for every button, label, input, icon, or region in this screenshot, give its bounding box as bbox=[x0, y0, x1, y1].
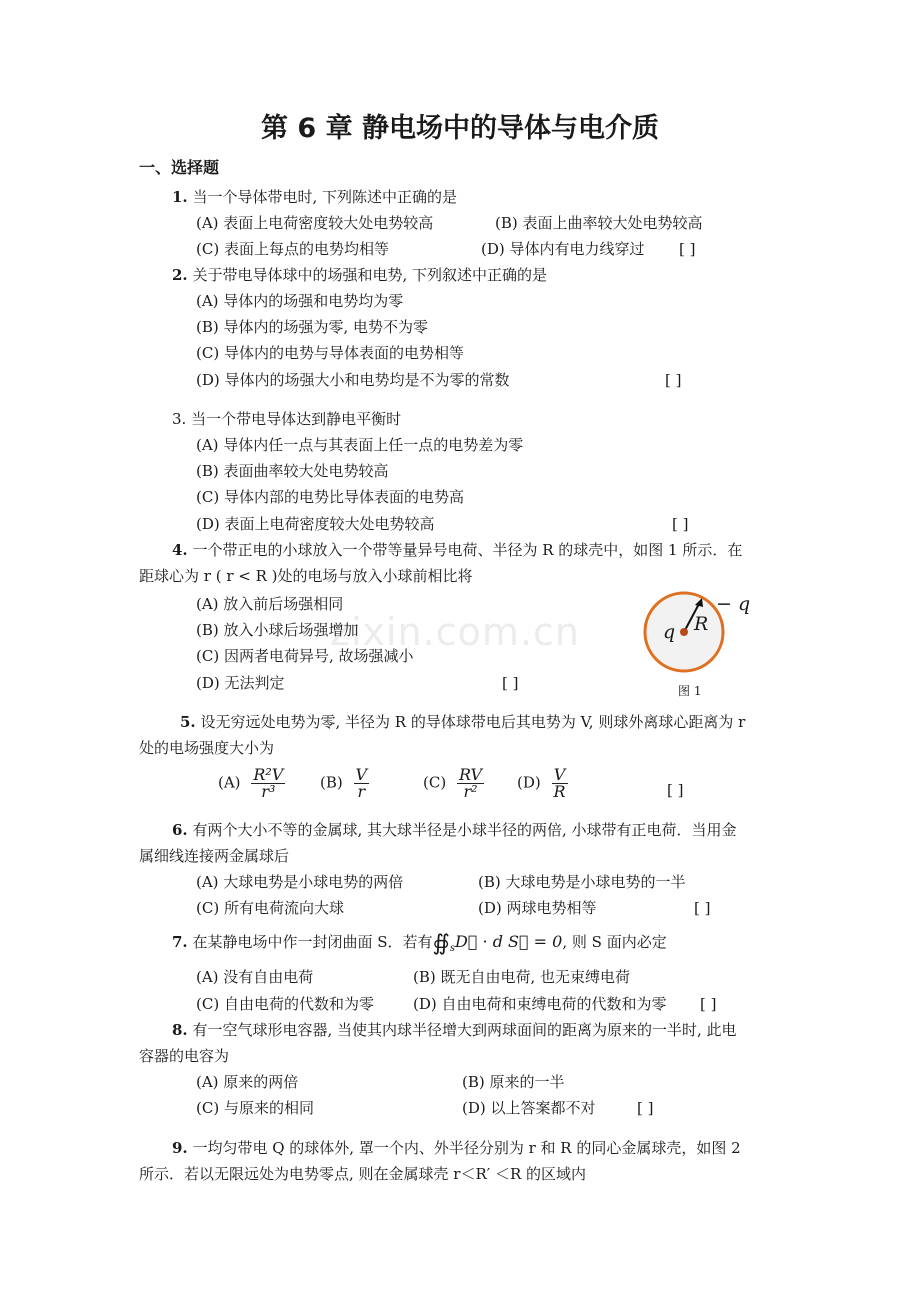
numerator: V bbox=[355, 765, 368, 784]
question-number: 9. bbox=[172, 1139, 188, 1157]
option-label: (A) bbox=[218, 773, 241, 792]
radius-label: R bbox=[694, 613, 709, 635]
option-d[interactable]: (D) 导体内的场强大小和电势均是不为零的常数 bbox=[196, 371, 510, 389]
integral-subscript: s bbox=[449, 943, 455, 954]
option-c[interactable]: (C) 与原来的相同 bbox=[196, 1099, 314, 1117]
option-d[interactable]: (D) 无法判定 bbox=[196, 674, 285, 692]
question-text-cont: 处的电场强度大小为 bbox=[139, 739, 275, 757]
option-b[interactable]: (B) 导体内的场强为零, 电势不为零 bbox=[196, 318, 429, 336]
answer-bracket[interactable]: [ ] bbox=[665, 371, 682, 389]
question-number: 2. bbox=[172, 266, 188, 284]
question-text: 当一个导体带电时, 下列陈述中正确的是 bbox=[192, 188, 457, 206]
option-c[interactable]: (C) 导体内部的电势比导体表面的电势高 bbox=[196, 488, 464, 506]
option-b[interactable] bbox=[320, 767, 369, 800]
point-charge bbox=[680, 628, 688, 636]
question-stem bbox=[172, 190, 457, 205]
question-stem bbox=[172, 1141, 741, 1156]
denominator: r³ bbox=[261, 782, 276, 801]
option-c[interactable] bbox=[423, 767, 484, 800]
option-b[interactable]: (B) 表面曲率较大处电势较高 bbox=[196, 462, 389, 480]
question-text: 有一空气球形电容器, 当使其内球半径增大到两球面间的距离为原来的一半时, 此电 bbox=[192, 1021, 737, 1039]
answer-bracket[interactable]: [ ] bbox=[667, 781, 684, 799]
option-c[interactable]: (C) 自由电荷的代数和为零 bbox=[196, 995, 374, 1013]
option-c[interactable]: (C) 导体内的电势与导体表面的电势相等 bbox=[196, 344, 464, 362]
question-text-cont: 容器的电容为 bbox=[139, 1047, 230, 1065]
question-text: 有两个大小不等的金属球, 其大球半径是小球半径的两倍, 小球带有正电荷．当用金 bbox=[192, 821, 737, 839]
option-a[interactable]: (A) 导体内任一点与其表面上任一点的电势差为零 bbox=[196, 436, 524, 454]
question-stem bbox=[172, 412, 401, 427]
answer-bracket[interactable]: [ ] bbox=[700, 995, 717, 1013]
option-d[interactable] bbox=[517, 767, 568, 800]
question-number: 1. bbox=[172, 188, 188, 206]
question-number: 7. bbox=[172, 933, 188, 951]
question-stem bbox=[172, 823, 737, 838]
fraction bbox=[457, 767, 484, 800]
option-a[interactable]: (A) 没有自由电荷 bbox=[196, 968, 314, 986]
answer-bracket[interactable]: [ ] bbox=[679, 240, 696, 258]
section-heading: 一、选择题 bbox=[139, 158, 220, 177]
numerator: R²V bbox=[253, 765, 284, 784]
option-c[interactable]: (C) 因两者电荷异号, 故场强减小 bbox=[196, 647, 414, 665]
question-stem bbox=[172, 1023, 737, 1038]
option-b[interactable]: (B) 既无自由电荷, 也无束缚电荷 bbox=[413, 968, 631, 986]
option-d[interactable]: (D) 两球电势相等 bbox=[478, 899, 597, 917]
numerator: V bbox=[552, 767, 568, 784]
question-number: 6. bbox=[172, 821, 188, 839]
option-b[interactable]: (B) 放入小球后场强增加 bbox=[196, 621, 359, 639]
question-number: 8. bbox=[172, 1021, 188, 1039]
question-stem bbox=[172, 543, 742, 558]
option-d[interactable]: (D) 表面上电荷密度较大处电势较高 bbox=[196, 515, 435, 533]
question-text-cont: 所示．若以无限远处为电势零点, 则在金属球壳 r＜R′ ＜R 的区域内 bbox=[139, 1165, 587, 1183]
question-number: 4. bbox=[172, 541, 188, 559]
option-a[interactable]: (A) 导体内的场强和电势均为零 bbox=[196, 292, 404, 310]
answer-bracket[interactable]: [ ] bbox=[694, 899, 711, 917]
option-c[interactable]: (C) 表面上每点的电势均相等 bbox=[196, 240, 389, 258]
question-text: 在某静电场中作一封闭曲面 S．若有 bbox=[192, 933, 433, 951]
option-d[interactable]: (D) 自由电荷和束缚电荷的代数和为零 bbox=[413, 995, 667, 1013]
fraction bbox=[552, 767, 568, 800]
answer-bracket[interactable]: [ ] bbox=[502, 674, 519, 692]
question-stem bbox=[180, 715, 745, 730]
watermark: zixin.com.cn bbox=[330, 610, 580, 654]
answer-bracket[interactable]: [ ] bbox=[672, 515, 689, 533]
question-number: 3. bbox=[172, 410, 187, 428]
question-text: 一均匀带电 Q 的球体外, 罩一个内、外半径分别为 r 和 R 的同心金属球壳，如图 2 bbox=[192, 1139, 741, 1157]
inner-charge-label: q bbox=[663, 621, 676, 643]
question-text: 关于带电导体球中的场强和电势, 下列叙述中正确的是 bbox=[192, 266, 547, 284]
question-text: 设无穷远处电势为零, 半径为 R 的导体球带电后其电势为 V, 则球外离球心距离为 r bbox=[200, 713, 746, 731]
option-a[interactable] bbox=[218, 767, 285, 800]
option-a[interactable]: (A) 表面上电荷密度较大处电势较高 bbox=[196, 214, 434, 232]
question-number: 5. bbox=[180, 713, 196, 731]
question-text: 一个带正电的小球放入一个带等量异号电荷、半径为 R 的球壳中，如图 1 所示．在 bbox=[192, 541, 743, 559]
question-text: 当一个带电导体达到静电平衡时 bbox=[191, 410, 402, 428]
option-a[interactable]: (A) 大球电势是小球电势的两倍 bbox=[196, 873, 404, 891]
figure-caption: 图 1 bbox=[678, 684, 702, 698]
option-label: (B) bbox=[320, 773, 343, 792]
integral-formula: D⃗ · d S⃗ = 0 bbox=[455, 932, 563, 951]
fraction bbox=[251, 767, 285, 800]
question-text-cont: 距球心为 r ( r < R )处的电场与放入小球前相比将 bbox=[139, 567, 473, 585]
option-b[interactable]: (B) 原来的一半 bbox=[462, 1073, 565, 1091]
option-b[interactable]: (B) 大球电势是小球电势的一半 bbox=[478, 873, 686, 891]
option-b[interactable]: (B) 表面上曲率较大处电势较高 bbox=[495, 214, 703, 232]
denominator: r² bbox=[463, 782, 478, 801]
numerator: RV bbox=[458, 765, 482, 784]
question-text-cont: 属细线连接两金属球后 bbox=[139, 847, 290, 865]
option-a[interactable]: (A) 原来的两倍 bbox=[196, 1073, 299, 1091]
denominator: R bbox=[553, 782, 566, 801]
outer-charge-label: − q bbox=[716, 593, 751, 615]
question-stem bbox=[172, 933, 667, 955]
fraction bbox=[354, 767, 370, 800]
option-c[interactable]: (C) 所有电荷流向大球 bbox=[196, 899, 344, 917]
option-d[interactable]: (D) 以上答案都不对 bbox=[462, 1099, 596, 1117]
option-d[interactable]: (D) 导体内有电力线穿过 bbox=[481, 240, 645, 258]
option-label: (D) bbox=[517, 773, 541, 792]
surface-integral-icon: ∯ bbox=[432, 931, 450, 956]
denominator: r bbox=[357, 782, 366, 801]
answer-bracket[interactable]: [ ] bbox=[637, 1099, 654, 1117]
option-label: (C) bbox=[423, 773, 447, 792]
question-stem bbox=[172, 268, 547, 283]
question-text-tail: , 则 S 面内必定 bbox=[562, 933, 667, 951]
option-a[interactable]: (A) 放入前后场强相同 bbox=[196, 595, 344, 613]
page-title: 第 6 章 静电场中的导体与电介质 bbox=[261, 113, 659, 144]
